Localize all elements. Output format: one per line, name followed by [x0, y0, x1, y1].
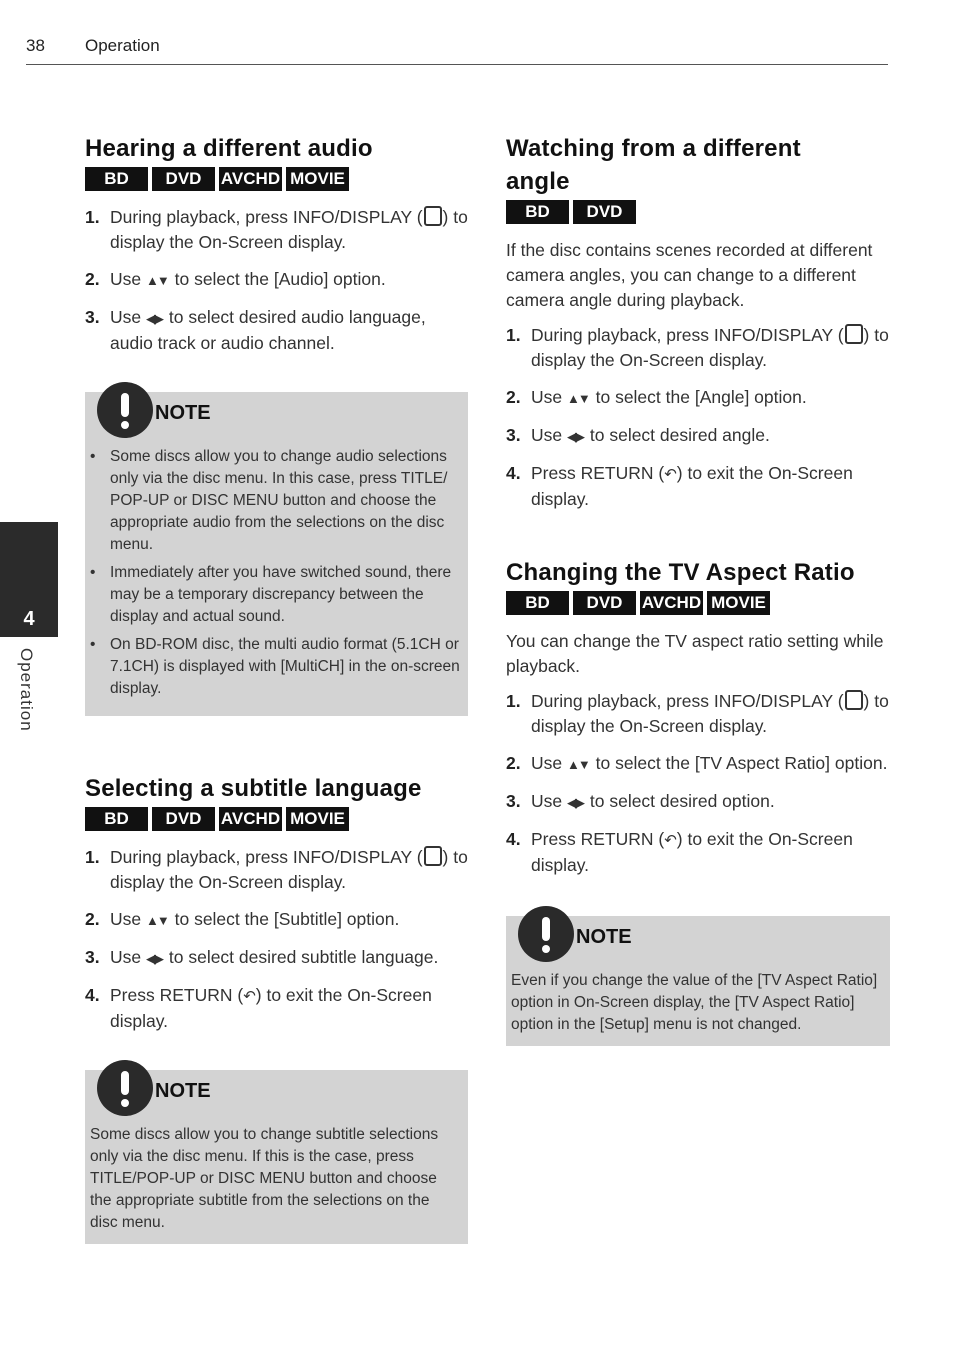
up-down-arrow-icon: ▲▼ [567, 391, 589, 406]
list-item: 1. During playback, press INFO/DISPLAY ( ) to display the On-Screen display. [85, 847, 468, 892]
audio-section [85, 132, 468, 716]
badge-bd: BD [85, 807, 148, 831]
display-button-icon [845, 324, 863, 344]
badge-dvd: DVD [573, 200, 636, 224]
display-button-icon [424, 846, 442, 866]
badge-movie: MOVIE [707, 591, 770, 615]
return-icon: ↶ [664, 832, 677, 849]
angle-steps [506, 323, 890, 512]
list-item: 4. Press RETURN (↶) to exit the On-Screen display. [506, 829, 853, 875]
list-item: • Immediately after you have switched sound, there may be a temporary discrepancy between the display and actual sound. [90, 564, 452, 625]
list-item: • On BD-ROM disc, the multi audio format (5.1CH or 7.1CH) is displayed with [MultiCH] in the on-screen display. [90, 636, 460, 697]
badge-dvd: DVD [573, 591, 636, 615]
right-column [506, 132, 890, 1046]
list-item: 1. During playback, press INFO/DISPLAY ( ) to display the On-Screen display. [85, 207, 468, 252]
aspect-disc-badges [506, 591, 890, 615]
left-right-arrow-icon: ◀▶ [146, 951, 162, 966]
up-down-arrow-icon: ▲▼ [146, 913, 168, 928]
header-section-title: Operation [85, 36, 160, 55]
left-right-arrow-icon: ◀▶ [146, 311, 162, 326]
aspect-section [506, 556, 890, 1046]
page-number: 38 [26, 36, 45, 55]
aspect-steps [506, 689, 890, 878]
badge-bd: BD [85, 167, 148, 191]
chapter-label: Operation [17, 648, 36, 732]
note-title: NOTE [155, 402, 211, 424]
page-header [26, 34, 888, 65]
list-item: 4. Press RETURN (↶) to exit the On-Screen display. [85, 985, 432, 1031]
chapter-tab [0, 522, 58, 637]
list-item: 1. During playback, press INFO/DISPLAY ( ) to display the On-Screen display. [506, 691, 889, 736]
badge-dvd: DVD [152, 167, 215, 191]
subtitle-section [85, 772, 468, 1244]
display-button-icon [845, 690, 863, 710]
list-item: 3. Use ◀▶ to select desired subtitle language. [85, 947, 439, 967]
badge-bd: BD [506, 200, 569, 224]
note-title: NOTE [576, 926, 632, 948]
list-item: 2. Use ▲▼ to select the [Subtitle] option. [85, 909, 400, 929]
exclamation-icon [518, 906, 574, 962]
note-text: Even if you change the value of the [TV Aspect Ratio] option in On-Screen display, the [TV Aspect Ratio] option in the [Setup] menu is not changed. [511, 972, 878, 1033]
badge-movie: MOVIE [286, 167, 349, 191]
subtitle-note [85, 1070, 468, 1244]
audio-steps [85, 205, 468, 356]
angle-heading: Watching from a different angle [506, 135, 801, 195]
list-item: 3. Use ◀▶ to select desired angle. [506, 425, 770, 445]
left-right-arrow-icon: ◀▶ [567, 795, 583, 810]
audio-heading: Hearing a different audio [85, 135, 373, 162]
left-right-arrow-icon: ◀▶ [567, 429, 583, 444]
up-down-arrow-icon: ▲▼ [146, 273, 168, 288]
left-column [85, 132, 468, 1244]
aspect-heading: Changing the TV Aspect Ratio [506, 559, 855, 586]
list-item: 3. Use ◀▶ to select desired option. [506, 791, 775, 811]
list-item: 1. During playback, press INFO/DISPLAY ( ) to display the On-Screen display. [506, 325, 889, 370]
list-item: 3. Use ◀▶ to select desired audio language, audio track or audio channel. [85, 307, 426, 353]
angle-section [506, 132, 890, 512]
badge-avchd: AVCHD [219, 807, 282, 831]
badge-avchd: AVCHD [219, 167, 282, 191]
list-item: 2. Use ▲▼ to select the [Angle] option. [506, 387, 807, 407]
audio-disc-badges [85, 167, 468, 191]
note-text: Some discs allow you to change subtitle selections only via the disc menu. If this is the case, press TITLE/POP-UP or DISC MENU button and choose the appropriate subtitle from the selections on the disc menu. [90, 1126, 439, 1231]
audio-note [85, 392, 468, 716]
note-title: NOTE [155, 1080, 211, 1102]
subtitle-steps [85, 845, 468, 1034]
subtitle-heading: Selecting a subtitle language [85, 775, 422, 802]
up-down-arrow-icon: ▲▼ [567, 757, 589, 772]
angle-intro: If the disc contains scenes recorded at different camera angles, you can change to a different camera angle during playback. [506, 240, 873, 310]
list-item: • Some discs allow you to change audio selections only via the disc menu. In this case, press TITLE/ POP-UP or DISC MENU button and choose the appropriate audio from the selections on the disc menu. [90, 448, 448, 553]
exclamation-icon [97, 382, 153, 438]
display-button-icon [424, 206, 442, 226]
badge-dvd: DVD [152, 807, 215, 831]
aspect-intro: You can change the TV aspect ratio setting while playback. [506, 631, 884, 676]
return-icon: ↶ [243, 988, 256, 1005]
chapter-number: 4 [23, 608, 35, 630]
return-icon: ↶ [664, 466, 677, 483]
badge-avchd: AVCHD [640, 591, 703, 615]
list-item: 2. Use ▲▼ to select the [TV Aspect Ratio] option. [506, 753, 888, 773]
badge-movie: MOVIE [286, 807, 349, 831]
badge-bd: BD [506, 591, 569, 615]
subtitle-disc-badges [85, 807, 468, 831]
list-item: 2. Use ▲▼ to select the [Audio] option. [85, 269, 386, 289]
exclamation-icon [97, 1060, 153, 1116]
list-item: 4. Press RETURN (↶) to exit the On-Screen display. [506, 463, 853, 509]
aspect-note [506, 916, 890, 1046]
angle-disc-badges [506, 200, 890, 224]
